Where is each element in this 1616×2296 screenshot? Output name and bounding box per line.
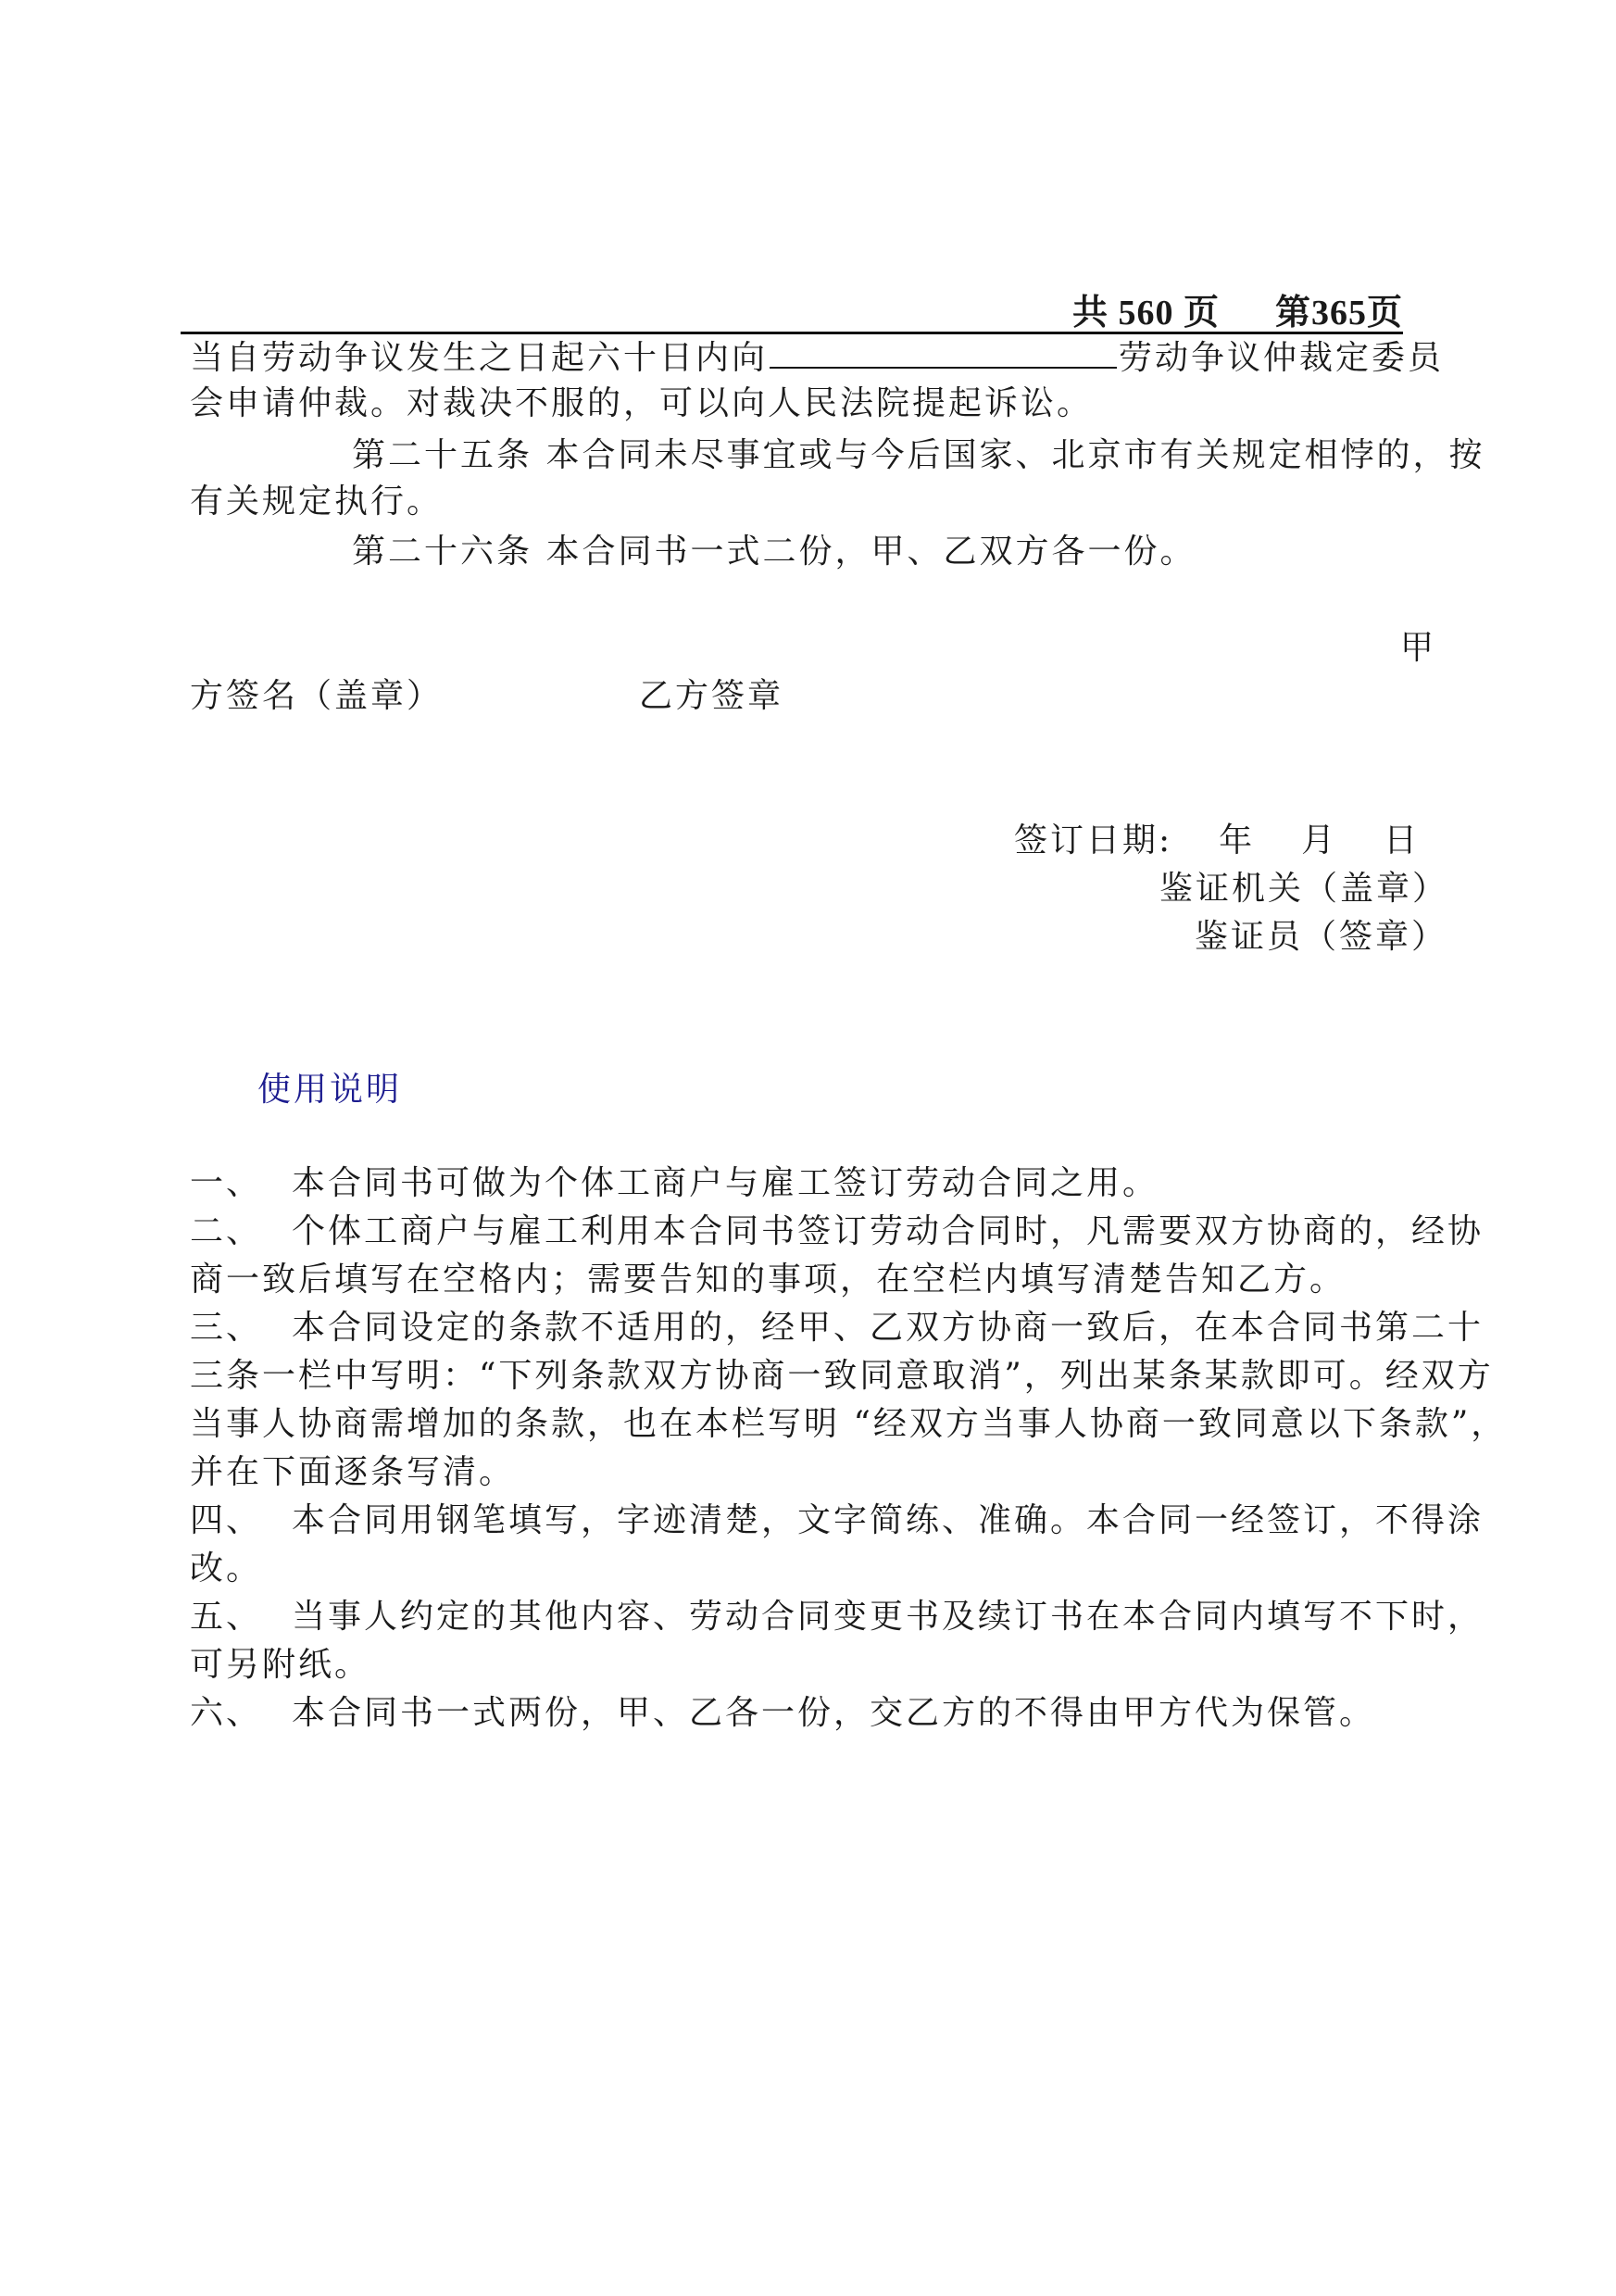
item-text: 本合同设定的条款不适用的，经甲、乙双方协商一致后，在本合同书第二十	[292, 1309, 1484, 1347]
party-a-char: 甲	[1400, 629, 1437, 667]
total-pages: 共 560 页	[1071, 294, 1220, 332]
instruction-item-5-cont: 可另附纸。	[190, 1646, 371, 1684]
item-number: 六、	[190, 1694, 263, 1732]
item-number: 四、	[190, 1501, 263, 1539]
instruction-item-1	[190, 1161, 1159, 1206]
authentication-officer: 鉴证员（签章）	[1195, 918, 1448, 956]
instruction-item-2	[190, 1210, 1484, 1254]
article-26: 第二十六条 本合同书一式二份，甲、乙双方各一份。	[352, 533, 1196, 571]
instruction-item-3-cont: 并在下面逐条写清。	[190, 1453, 516, 1491]
article-25-line-2: 有关规定执行。	[190, 483, 444, 521]
day-label: 日	[1384, 822, 1421, 859]
item-number: 三、	[190, 1309, 263, 1347]
year-label: 年	[1219, 822, 1256, 859]
contract-text: 当自劳动争议发生之日起六十日内向	[190, 339, 769, 377]
page-count	[1072, 283, 1403, 334]
contract-text: 劳动争议仲裁定委员	[1119, 339, 1445, 377]
instructions-title: 使用说明	[257, 1071, 403, 1109]
item-text: 个体工商户与雇工利用本合同书签订劳动合同时，凡需要双方协商的，经协	[292, 1212, 1484, 1250]
authentication-authority: 鉴证机关（盖章）	[1159, 870, 1449, 908]
instruction-item-4-cont: 改。	[190, 1549, 263, 1587]
item-text: 当事人约定的其他内容、劳动合同变更书及续订书在本合同内填写不下时，	[292, 1598, 1484, 1636]
instruction-item-3-cont: 三条一栏中写明：“下列条款双方协商一致同意取消”，列出某条某款即可。经双方	[190, 1357, 1494, 1395]
instruction-item-3-cont: 当事人协商需增加的条款，也在本栏写明 “经双方当事人协商一致同意以下条款”，	[190, 1405, 1508, 1443]
instruction-item-2-cont: 商一致后填写在空格内；需要告知的事项，在空栏内填写清楚告知乙方。	[190, 1261, 1347, 1299]
party-a-signature-label: 方签名（盖章）	[190, 677, 444, 715]
item-number: 一、	[190, 1164, 263, 1202]
item-number: 二、	[190, 1212, 263, 1250]
item-number: 五、	[190, 1598, 263, 1636]
page-header	[181, 278, 1403, 334]
article-25-line-1: 第二十五条 本合同未尽事宜或与今后国家、北京市有关规定相悖的，按	[352, 436, 1485, 474]
instruction-item-3	[190, 1306, 1484, 1350]
item-text: 本合同书一式两份，甲、乙各一份，交乙方的不得由甲方代为保管。	[292, 1694, 1376, 1732]
contract-line-1	[190, 335, 1444, 381]
arbitration-committee-blank[interactable]	[770, 335, 1117, 369]
month-label: 月	[1301, 822, 1338, 859]
signing-date	[1014, 819, 1420, 863]
item-text: 本合同用钢笔填写，字迹清楚，文字简练、准确。本合同一经签订，不得涂	[292, 1501, 1484, 1539]
instruction-item-4	[190, 1499, 1484, 1543]
contract-line-2: 会申请仲裁。对裁决不服的，可以向人民法院提起诉讼。	[190, 384, 1094, 422]
current-page: 第365页	[1274, 294, 1403, 332]
item-text: 本合同书可做为个体工商户与雇工签订劳动合同之用。	[292, 1164, 1159, 1202]
instruction-item-6	[190, 1691, 1375, 1736]
instruction-item-5	[190, 1595, 1484, 1639]
party-b-signature-label: 乙方签章	[639, 677, 784, 715]
date-label: 签订日期:	[1014, 822, 1173, 859]
